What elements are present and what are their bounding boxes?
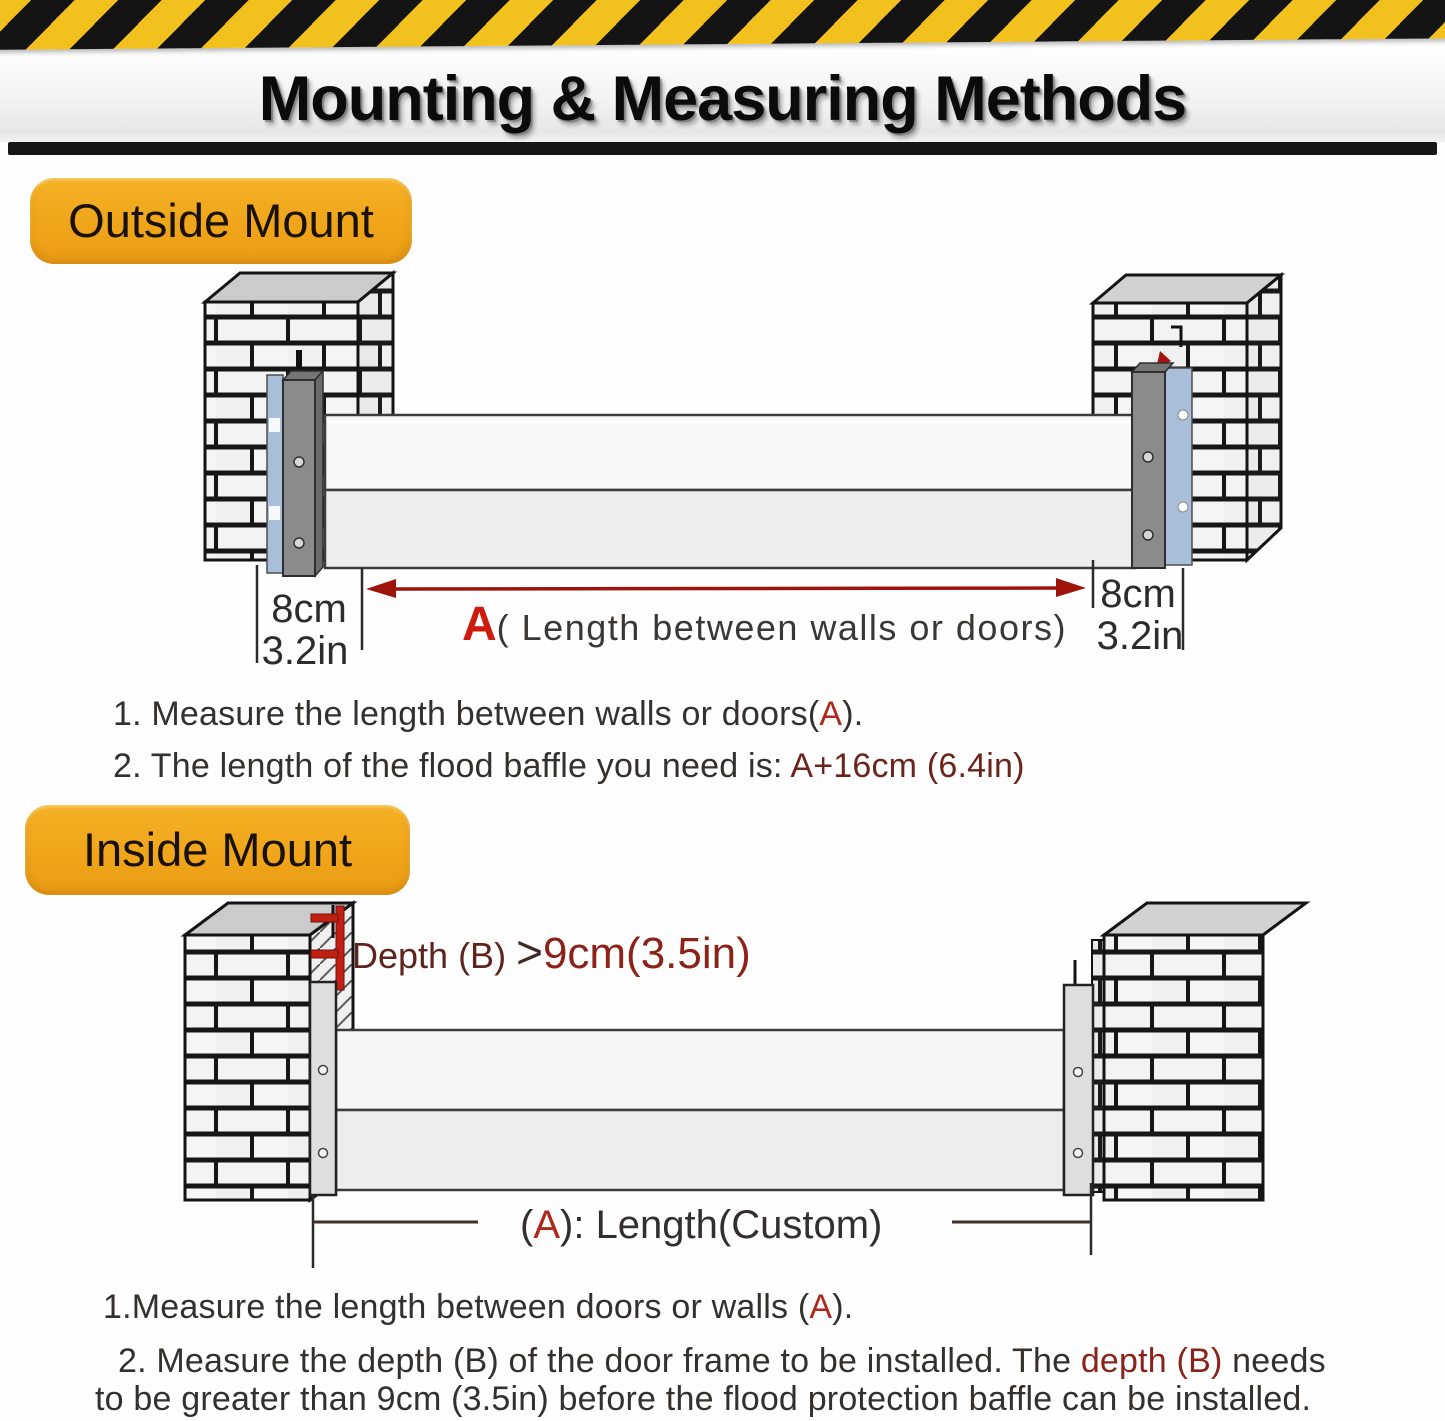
outside-step-1 <box>113 695 863 734</box>
outside-step2-text: 2. The length of the flood baffle you need is: <box>113 747 791 785</box>
outside-step-2 <box>113 747 1025 786</box>
inside-step1-letter-a: A <box>809 1288 833 1326</box>
outside-mount-diagram <box>0 265 1445 680</box>
left-offset-cm-label: 8cm <box>271 587 347 631</box>
page-title: Mounting & Measuring Methods <box>258 64 1187 134</box>
title-underline-bar <box>8 142 1437 155</box>
inside-right-pillar <box>1092 903 1306 1200</box>
outside-step1-end: ). <box>842 695 864 733</box>
length-dimension <box>313 1183 1091 1268</box>
depth-label: Depth (B) <box>352 935 517 976</box>
outside-step2-formula: A+16cm (6.4in) <box>790 747 1025 785</box>
flood-barrier-panel <box>325 415 1135 568</box>
outside-step1-letter-a: A <box>819 695 843 733</box>
depth-annotation <box>352 926 751 978</box>
inside-mount-diagram <box>0 900 1445 1295</box>
inside-step2-text: 2. Measure the depth (B) of the door frame to be installed. The <box>118 1342 1081 1380</box>
length-caption <box>520 1203 882 1247</box>
outside-mount-badge: Outside Mount <box>30 178 412 264</box>
span-caption <box>462 598 1067 651</box>
inside-step1-text: 1.Measure the length between doors or walls ( <box>103 1288 810 1326</box>
span-caption-text: ( Length between walls or doors) <box>496 607 1067 648</box>
inside-step-1 <box>103 1288 853 1327</box>
inside-step-2-line-1 <box>118 1342 1326 1381</box>
length-post: ): Length(Custom) <box>560 1203 883 1247</box>
inside-step1-end: ). <box>832 1288 854 1326</box>
outside-step1-text: 1. Measure the length between walls or doors( <box>113 695 820 733</box>
depth-value: 9cm(3.5in) <box>542 929 751 978</box>
span-letter-a: A <box>462 598 497 651</box>
inside-right-channel <box>1064 960 1093 1195</box>
inside-step2-depth-b: depth (B) <box>1080 1342 1223 1380</box>
left-mounting-bracket <box>267 350 323 576</box>
inside-left-channel <box>310 982 336 1195</box>
length-pre: ( <box>520 1203 534 1247</box>
inside-step2-end: needs <box>1222 1342 1326 1380</box>
right-offset-dimension <box>1093 560 1183 658</box>
right-offset-cm-label: 8cm <box>1100 572 1176 616</box>
inside-flood-barrier-panel <box>336 1030 1064 1190</box>
greater-than-symbol: > <box>516 926 543 978</box>
length-letter-a: A <box>533 1203 561 1247</box>
left-offset-in-label: 3.2in <box>261 629 349 673</box>
hazard-stripe-banner <box>0 0 1445 50</box>
inside-step-2-line-2: to be greater than 9cm (3.5in) before the flood protection baffle can be installed. <box>95 1380 1312 1418</box>
inside-mount-badge: Inside Mount <box>25 805 410 895</box>
left-offset-dimension <box>257 565 362 673</box>
right-offset-in-label: 3.2in <box>1096 614 1184 658</box>
span-dimension-arrow <box>366 578 1086 598</box>
